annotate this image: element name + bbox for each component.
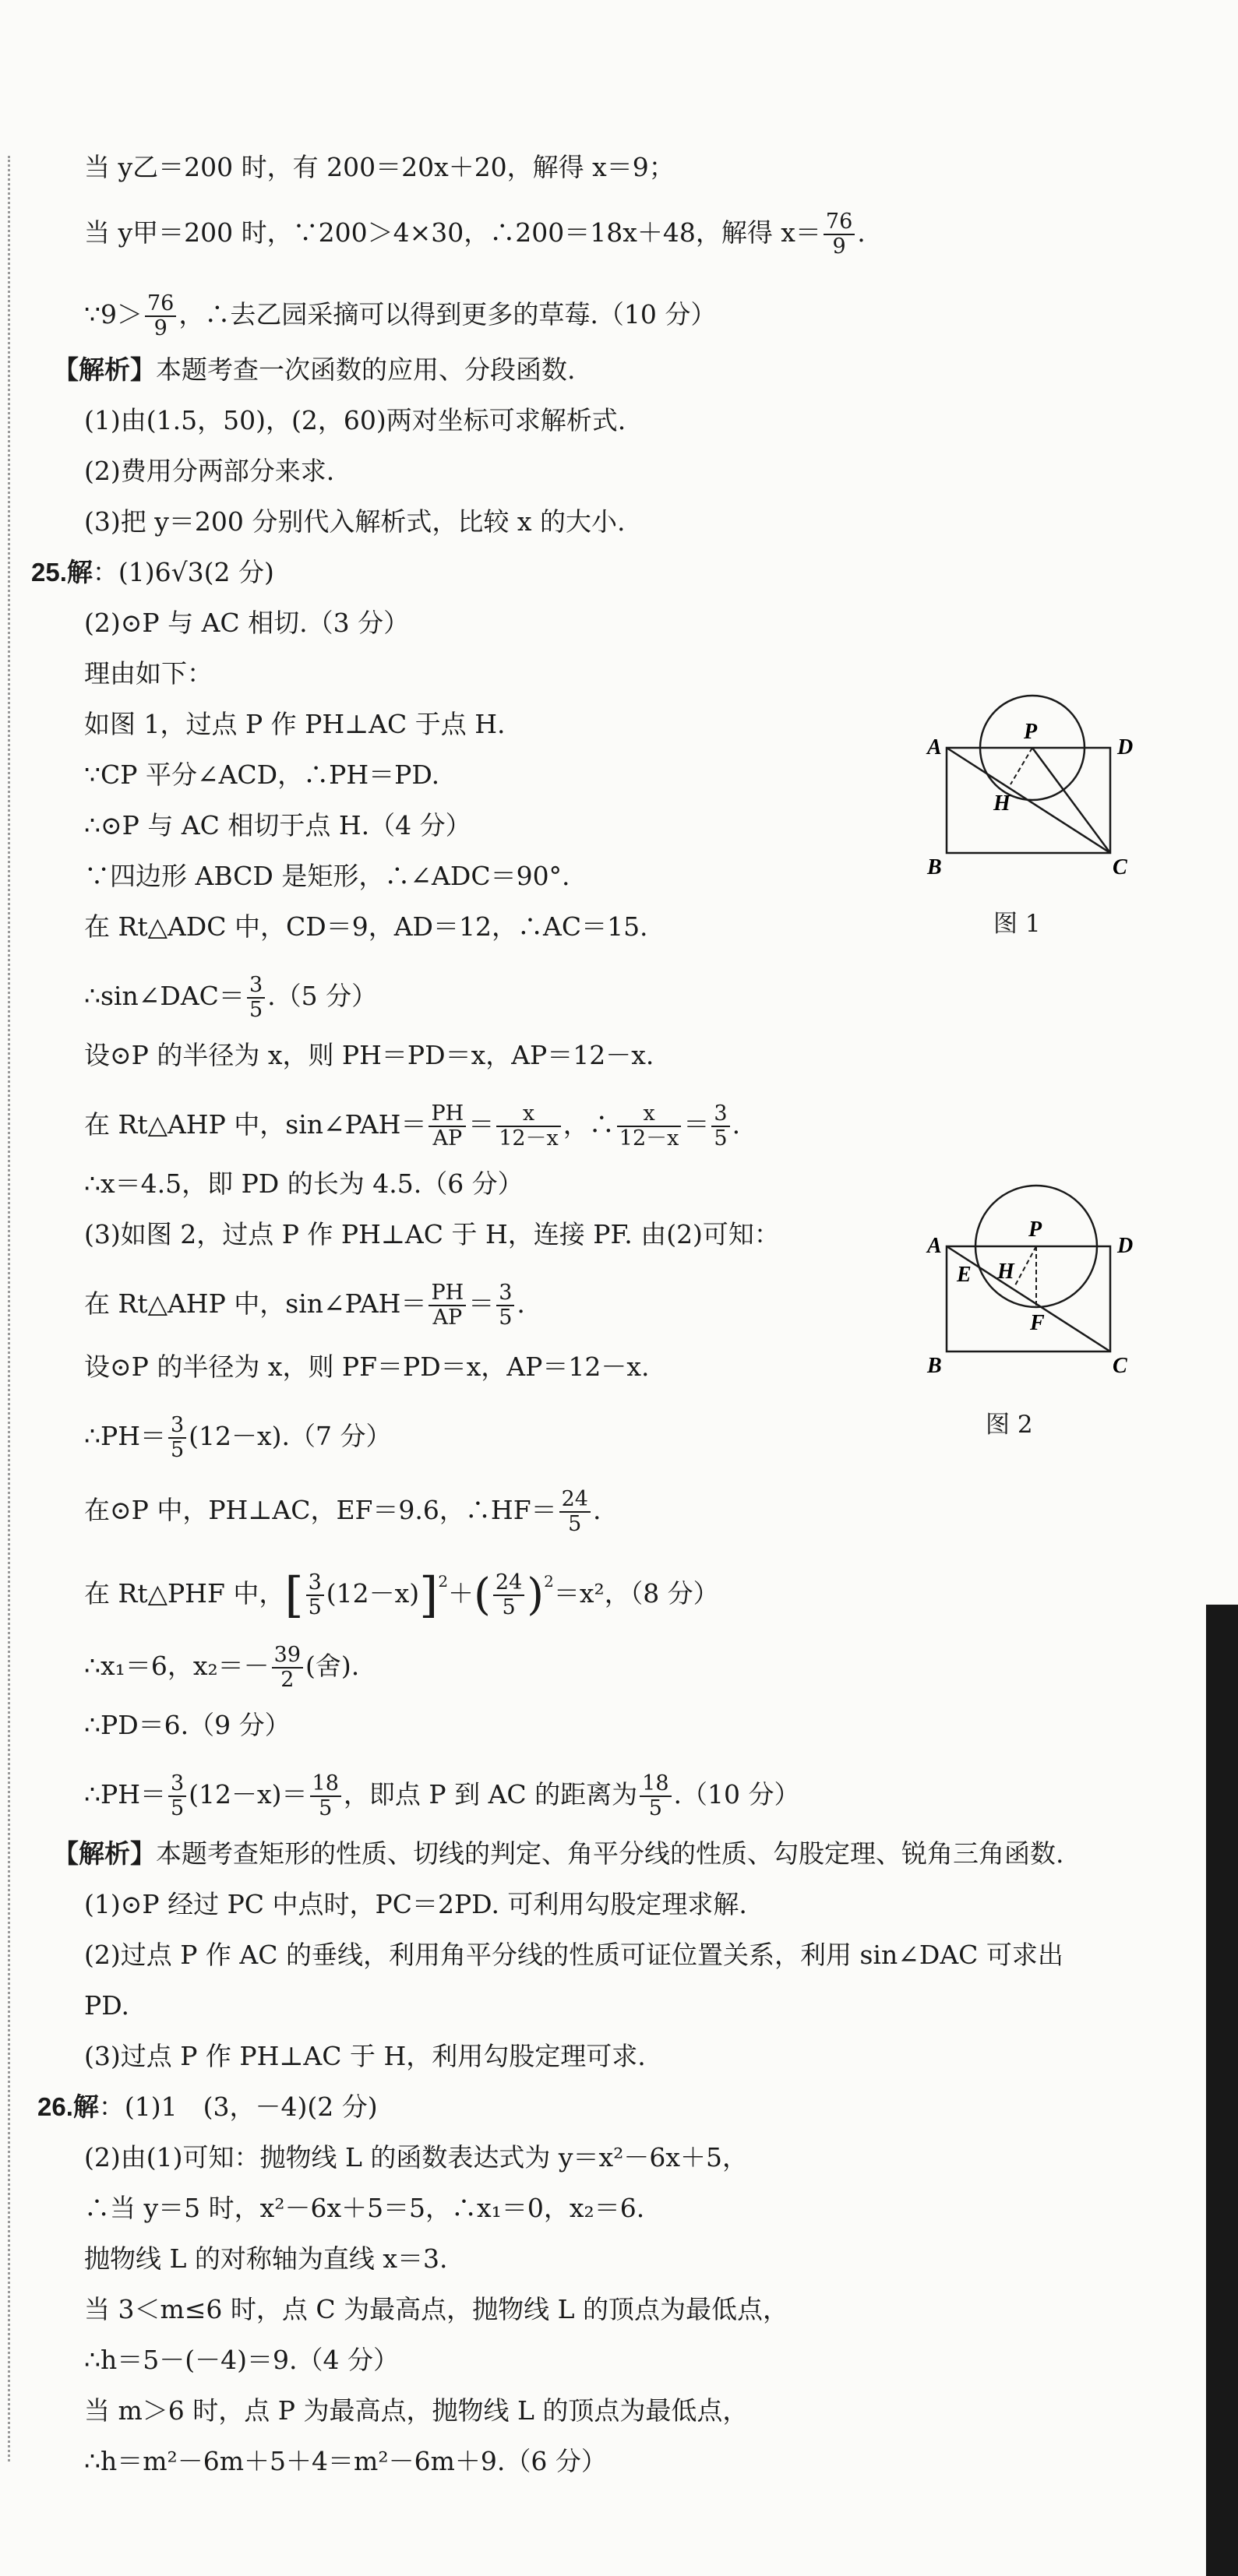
label-c: C [1113, 1354, 1127, 1378]
line-41: ∴h＝m²－6m＋5＋4＝m²－6m＋9.（6 分） [84, 2446, 607, 2476]
line-16: ∴sin∠DAC＝ $\frac{3}{5}$ .（5 分） [84, 973, 378, 1022]
problem-26-header: 26.解：(1)1 (3，－4)(2 分) [37, 2091, 378, 2122]
line-35: (2)由(1)可知：抛物线 L 的函数表达式为 y＝x²－6x＋5， [84, 2142, 748, 2173]
analysis-heading: 【解析】本题考查一次函数的应用、分段函数. [53, 354, 576, 385]
figure-2-caption: 图 2 [986, 1411, 1033, 1439]
line-11: 如图 1，过点 P 作 PH⊥AC 于点 H. [84, 709, 506, 739]
figure-2-diagram [919, 1180, 1145, 1387]
line-21: 在 Rt△AHP 中，sin∠PAH＝ $\frac{PH}{AP}$ ＝ $\frac{3}{5}$ . [84, 1281, 525, 1330]
line-33: (3)过点 P 作 PH⊥AC 于 H，利用勾股定理可求. [84, 2041, 646, 2071]
line-5: (1)由(1.5，50)，(2，60)两对坐标可求解析式. [84, 405, 626, 435]
line-15: 在 Rt△ADC 中，CD＝9，AD＝12，∴AC＝15. [84, 911, 648, 942]
fraction: $\frac{x}{12-x}$ [496, 1102, 561, 1151]
label-p: P [1028, 1218, 1042, 1242]
line-23: ∴PH＝ $\frac{3}{5}$ (12－x).（7 分） [84, 1413, 392, 1462]
line-26: ∴x₁＝6，x₂＝－ $\frac{39}{2}$ (舍). [84, 1643, 360, 1692]
line-18: 在 Rt△AHP 中，sin∠PAH＝ $\frac{PH}{AP}$ ＝ $\frac{x}{12-x}$ ，∴ $\frac{x}{12-x}$ ＝ $\frac{3}{5}$ . [84, 1101, 741, 1151]
label-b: B [927, 855, 942, 879]
line-7: (3)把 y＝200 分别代入解析式，比较 x 的大小. [84, 506, 626, 537]
line-39: ∴h＝5－(－4)＝9.（4 分） [84, 2345, 399, 2375]
figure-1-diagram [919, 685, 1145, 888]
line-12: ∵CP 平分∠ACD，∴PH＝PD. [84, 759, 440, 790]
label-d: D [1117, 735, 1134, 759]
diagonal-ac [947, 748, 1110, 853]
fraction: $\frac{3}{5}$ [711, 1102, 729, 1151]
line-40: 当 m＞6 时，点 P 为最高点，抛物线 L 的顶点为最低点， [84, 2395, 749, 2426]
line-38: 当 3＜m≤6 时，点 C 为最高点，抛物线 L 的顶点为最低点， [84, 2294, 789, 2324]
line-22: 设⊙P 的半径为 x，则 PF＝PD＝x，AP＝12－x. [84, 1351, 650, 1382]
fraction: $\frac{39}{2}$ [272, 1644, 303, 1692]
fraction: $\frac{3}{5}$ [496, 1281, 514, 1330]
scan-shadow-edge [1206, 1605, 1238, 2576]
label-a: A [927, 1234, 942, 1258]
label-h: H [997, 1260, 1014, 1284]
segment-ph [1011, 748, 1032, 784]
line-36: ∴当 y＝5 时，x²－6x＋5＝5，∴x₁＝0，x₂＝6. [84, 2193, 645, 2223]
line-31: (2)过点 P 作 AC 的垂线，利用角平分线的性质可证位置关系，利用 sin∠DAC 可求出 [84, 1940, 1063, 1970]
line-20: (3)如图 2，过点 P 作 PH⊥AC 于 H，连接 PF. 由(2)可知： [84, 1219, 780, 1249]
fraction: $\frac{x}{12-x}$ [617, 1102, 682, 1151]
fraction: $\frac{3}{5}$ [168, 1414, 186, 1462]
line-14: ∵四边形 ABCD 是矩形，∴∠ADC＝90°. [84, 861, 570, 891]
line-32: PD. [84, 1990, 129, 2021]
label-h: H [993, 791, 1011, 816]
line-10: 理由如下： [84, 658, 213, 689]
label-p: P [1024, 720, 1038, 744]
figure-1-caption: 图 1 [993, 910, 1041, 938]
fraction: $\frac{3}{5}$ [168, 1772, 186, 1820]
line-13: ∴⊙P 与 AC 相切于点 H.（4 分） [84, 810, 471, 840]
line-30: (1)⊙P 经过 PC 中点时，PC＝2PD. 可利用勾股定理求解. [84, 1889, 747, 1919]
fraction: $\frac{PH}{AP}$ [429, 1281, 466, 1330]
binding-margin-rule [8, 156, 10, 2461]
line-28: ∴PH＝ $\frac{3}{5}$ (12－x)＝ $\frac{18}{5}$ ，即点 P 到 AC 的距离为 $\frac{18}{5}$ .（10 分） [84, 1771, 800, 1820]
segment-ph [1015, 1246, 1036, 1285]
line-2: 当 y甲＝200 时，∵200＞4×30，∴200＝18x＋48，解得 x＝ $\frac{76}{9}$ . [84, 210, 866, 259]
label-b: B [927, 1354, 942, 1378]
fraction: $\frac{24}{5}$ [493, 1571, 524, 1619]
fraction: $\frac{76}{9}$ [824, 210, 855, 259]
fraction: $\frac{3}{5}$ [306, 1571, 324, 1619]
fraction: $\frac{24}{5}$ [559, 1488, 591, 1536]
line-25: 在 Rt△PHF 中，[ $\frac{3}{5}$ (12－x)]$^2$＋( $\frac{24}{5}$ )$^2$＝x²，（8 分） [84, 1566, 719, 1623]
line-24: 在⊙P 中，PH⊥AC，EF＝9.6，∴HF＝ $\frac{24}{5}$ . [84, 1487, 601, 1536]
label-f: F [1030, 1311, 1045, 1335]
segment-pc [1032, 748, 1110, 853]
label-c: C [1113, 855, 1127, 879]
line-3: ∵9＞ $\frac{76}{9}$ ，∴去乙园采摘可以得到更多的草莓.（10 分） [84, 291, 717, 340]
fraction: $\frac{18}{5}$ [640, 1772, 671, 1820]
fraction: $\frac{76}{9}$ [145, 292, 176, 340]
label-a: A [927, 735, 942, 759]
label-e: E [957, 1263, 972, 1287]
line-9: (2)⊙P 与 AC 相切.（3 分） [84, 608, 410, 638]
line-19: ∴x＝4.5，即 PD 的长为 4.5.（6 分） [84, 1168, 524, 1199]
line-17: 设⊙P 的半径为 x，则 PH＝PD＝x，AP＝12－x. [84, 1040, 654, 1070]
line-37: 抛物线 L 的对称轴为直线 x＝3. [84, 2243, 448, 2274]
label-d: D [1117, 1234, 1134, 1258]
fraction: $\frac{3}{5}$ [247, 974, 265, 1022]
fraction: $\frac{18}{5}$ [310, 1772, 341, 1820]
analysis-heading: 【解析】本题考查矩形的性质、切线的判定、角平分线的性质、勾股定理、锐角三角函数. [53, 1838, 1064, 1869]
fraction: $\frac{PH}{AP}$ [429, 1102, 466, 1151]
line-27: ∴PD＝6.（9 分） [84, 1710, 291, 1740]
problem-25-header: 25.解：(1)6√3(2 分) [31, 557, 274, 587]
line-1: 当 y乙＝200 时，有 200＝20x＋20，解得 x＝9； [84, 152, 675, 182]
line-6: (2)费用分两部分来求. [84, 456, 335, 486]
